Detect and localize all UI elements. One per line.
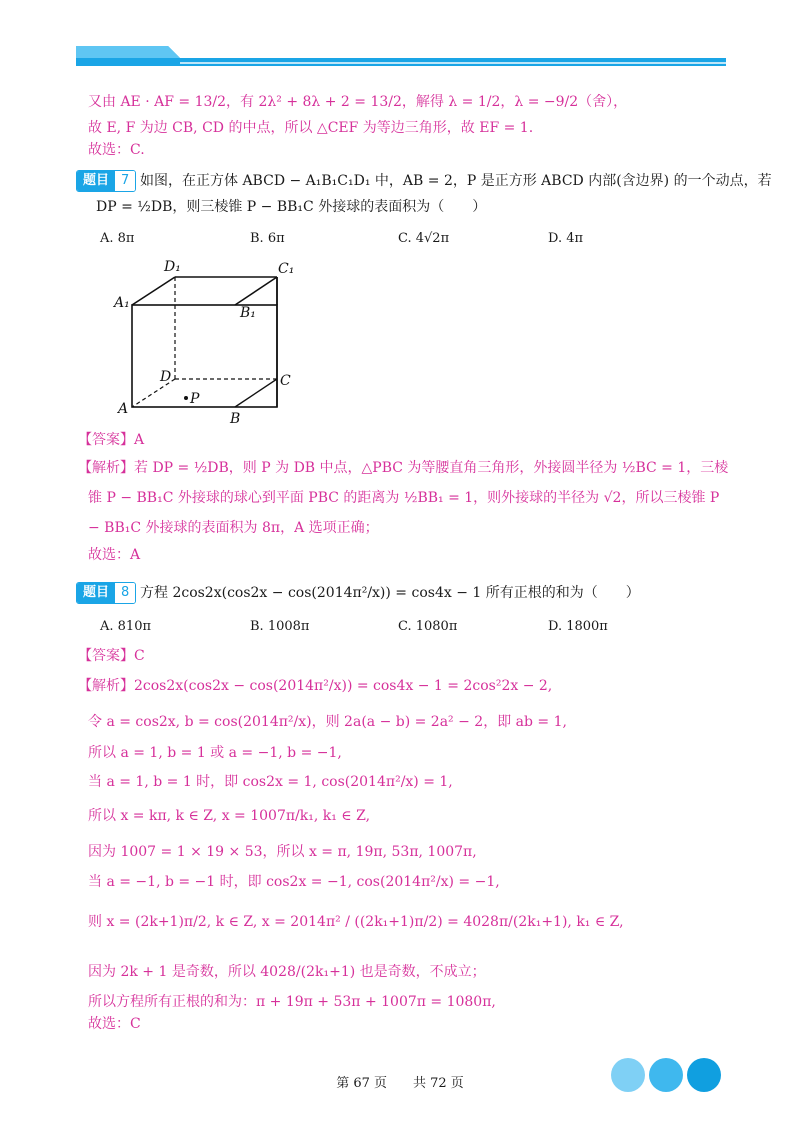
question-8-step-9: 因为 2k + 1 是奇数，所以 4028/(2k₁+1) 也是奇数，不成立； [88,964,486,980]
question-7-analysis-3: − BB₁C 外接球的表面积为 8π，A 选项正确； [88,520,379,536]
question-8-step-4: 当 a = 1, b = 1 时，即 cos2x = 1, cos(2014π²/x) = 1, [88,774,453,790]
option-d: D. 1800π [548,619,608,634]
footer-decoration-circles [610,1057,730,1097]
question-8-answer: 【答案】C [78,648,145,664]
option-b: B. 1008π [250,619,310,634]
option-c: C. 1080π [398,619,458,634]
question-number: 8 [115,583,135,603]
question-8-step-7: 当 a = −1, b = −1 时，即 cos2x = −1, cos(2014π²/x) = −1, [88,874,500,890]
option-a: A. 810π [100,619,152,634]
prev-solution-line-2: 故 E, F 为边 CB, CD 的中点，所以 △CEF 为等边三角形，故 EF = 1. [88,120,534,136]
option-d: D. 4π [548,231,584,246]
label-d1: D₁ [164,259,181,275]
label-b: B [230,411,241,427]
question-7-analysis-2: 锥 P − BB₁C 外接球的球心到平面 PBC 的距离为 ½BB₁ = 1，则外接球的半径为 √2，所以三棱锥 P [88,490,720,506]
question-8-step-11: 故选：C [88,1016,141,1032]
question-badge-label: 题目 [77,171,115,191]
question-badge-label: 题目 [77,583,115,603]
prev-solution-line-3: 故选：C. [88,142,145,158]
label-b1: B₁ [240,305,256,321]
question-8-step-5: 所以 x = kπ, k ∈ Z, x = 1007π/k₁, k₁ ∈ Z, [88,808,371,824]
label-d: D [160,369,172,385]
header-accent-bar [76,44,726,70]
label-c1: C₁ [278,261,295,277]
question-8-step-6: 因为 1007 = 1 × 19 × 53，所以 x = π, 19π, 53π, 1007π, [88,844,477,860]
label-c: C [280,373,291,389]
cube-figure [110,255,300,430]
label-a: A [118,401,129,417]
footer-circle [687,1058,721,1092]
question-7-analysis-1: 【解析】若 DP = ½DB，则 P 为 DB 中点，△PBC 为等腰直角三角形，外接圆半径为 ½BC = 1，三棱 [78,460,729,476]
prev-solution-line-1: 又由 AE · AF = 13/2，有 2λ² + 8λ + 2 = 13/2，解得 λ = 1/2，λ = −9/2（舍）， [88,94,628,110]
question-7-stem-1: 如图，在正方体 ABCD − A₁B₁C₁D₁ 中，AB = 2，P 是正方形 ABCD 内部(含边界) 的一个动点，若 [140,173,772,189]
question-number: 7 [115,171,135,191]
question-8-badge [76,582,136,604]
point-p [184,396,188,400]
footer-circle [649,1058,683,1092]
option-c: C. 4√2π [398,231,450,246]
question-8-step-10: 所以方程所有正根的和为：π + 19π + 53π + 1007π = 1080π, [88,994,496,1010]
page-footer: 第 67 页 共 72 页 [336,1076,464,1091]
question-8-step-8: 则 x = (2k+1)π/2, k ∈ Z, x = 2014π² / ((2k₁+1)π/2) = 4028π/(2k₁+1), k₁ ∈ Z, [88,914,624,930]
question-7-badge [76,170,136,192]
option-a: A. 8π [100,231,135,246]
question-8-stem: 方程 2cos2x(cos2x − cos(2014π²/x)) = cos4x − 1 所有正根的和为（ ） [140,585,640,601]
question-8-step-1: 【解析】2cos2x(cos2x − cos(2014π²/x)) = cos4x − 1 = 2cos²2x − 2, [78,678,553,694]
question-7-stem-2: DP = ½DB，则三棱锥 P − BB₁C 外接球的表面积为（ ） [96,199,487,215]
question-8-step-3: 所以 a = 1, b = 1 或 a = −1, b = −1, [88,745,342,761]
question-7-analysis-4: 故选：A [88,547,141,563]
label-p: P [190,391,200,407]
question-8-step-2: 令 a = cos2x, b = cos(2014π²/x)，则 2a(a − b) = 2a² − 2，即 ab = 1, [88,714,567,730]
question-7-answer: 【答案】A [78,432,145,448]
option-b: B. 6π [250,231,285,246]
label-a1: A₁ [114,295,130,311]
footer-circle [611,1058,645,1092]
